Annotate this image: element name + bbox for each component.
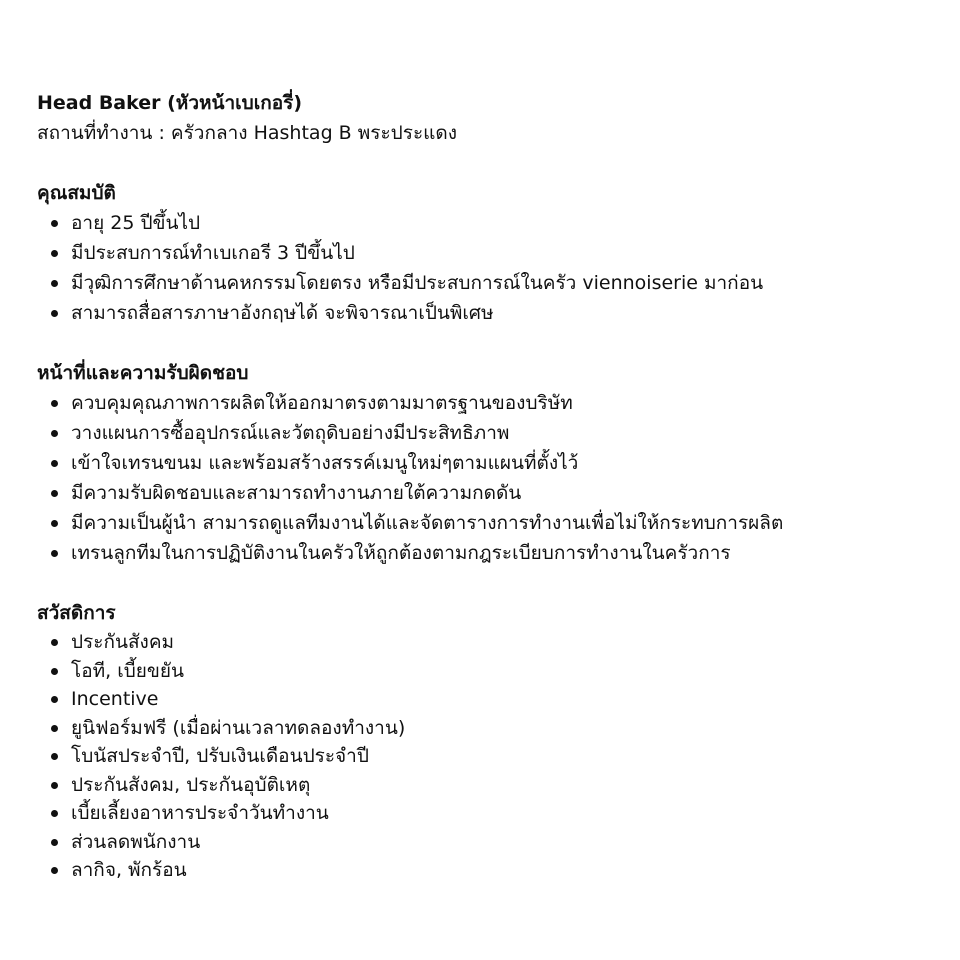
list-item: วางแผนการซื้ออุปกรณ์และวัตถุดิบอย่างมีประสิทธิภาพ (37, 418, 937, 448)
list-item: ประกันสังคม, ประกันอุบัติเหตุ (37, 771, 937, 800)
benefits-list (37, 628, 937, 885)
job-posting (37, 88, 937, 885)
job-title: Head Baker (หัวหน้าเบเกอรี่) (37, 92, 303, 114)
list-item: โอที, เบี้ยขยัน (37, 657, 937, 686)
qualifications-list (37, 208, 937, 328)
list-item: อายุ 25 ปีขึ้นไป (37, 208, 937, 238)
list-item: มีประสบการณ์ทำเบเกอรี 3 ปีขึ้นไป (37, 238, 937, 268)
list-item: เข้าใจเทรนขนม และพร้อมสร้างสรรค์เมนูใหม่ๆตามแผนที่ตั้งไว้ (37, 448, 937, 478)
benefits-heading: สวัสดิการ (37, 602, 116, 624)
list-item: ควบคุมคุณภาพการผลิตให้ออกมาตรงตามมาตรฐานของบริษัท (37, 388, 937, 418)
qualifications-heading: คุณสมบัติ (37, 182, 116, 204)
list-item: สามารถสื่อสารภาษาอังกฤษได้ จะพิจารณาเป็นพิเศษ (37, 298, 937, 328)
list-item: ส่วนลดพนักงาน (37, 828, 937, 857)
list-item: เทรนลูกทีมในการปฏิบัติงานในครัวให้ถูกต้องตามกฎระเบียบการทำงานในครัวการ (37, 538, 937, 568)
list-item: ยูนิฟอร์มฟรี (เมื่อผ่านเวลาทดลองทำงาน) (37, 714, 937, 743)
responsibilities-list (37, 388, 937, 568)
list-item: ประกันสังคม (37, 628, 937, 657)
list-item: เบี้ยเลี้ยงอาหารประจำวันทำงาน (37, 799, 937, 828)
list-item: มีวุฒิการศึกษาด้านคหกรรมโดยตรง หรือมีประสบการณ์ในครัว viennoiserie มาก่อน (37, 268, 937, 298)
list-item: มีความรับผิดชอบและสามารถทำงานภายใต้ความกดดัน (37, 478, 937, 508)
job-location: สถานที่ทำงาน : ครัวกลาง Hashtag B พระประแดง (37, 122, 458, 144)
list-item: Incentive (37, 685, 937, 714)
list-item: มีความเป็นผู้นำ สามารถดูแลทีมงานได้และจัดตารางการทำงานเพื่อไม่ให้กระทบการผลิต (37, 508, 937, 538)
list-item: โบนัสประจำปี, ปรับเงินเดือนประจำปี (37, 742, 937, 771)
list-item: ลากิจ, พักร้อน (37, 856, 937, 885)
responsibilities-heading: หน้าที่และความรับผิดชอบ (37, 362, 249, 384)
